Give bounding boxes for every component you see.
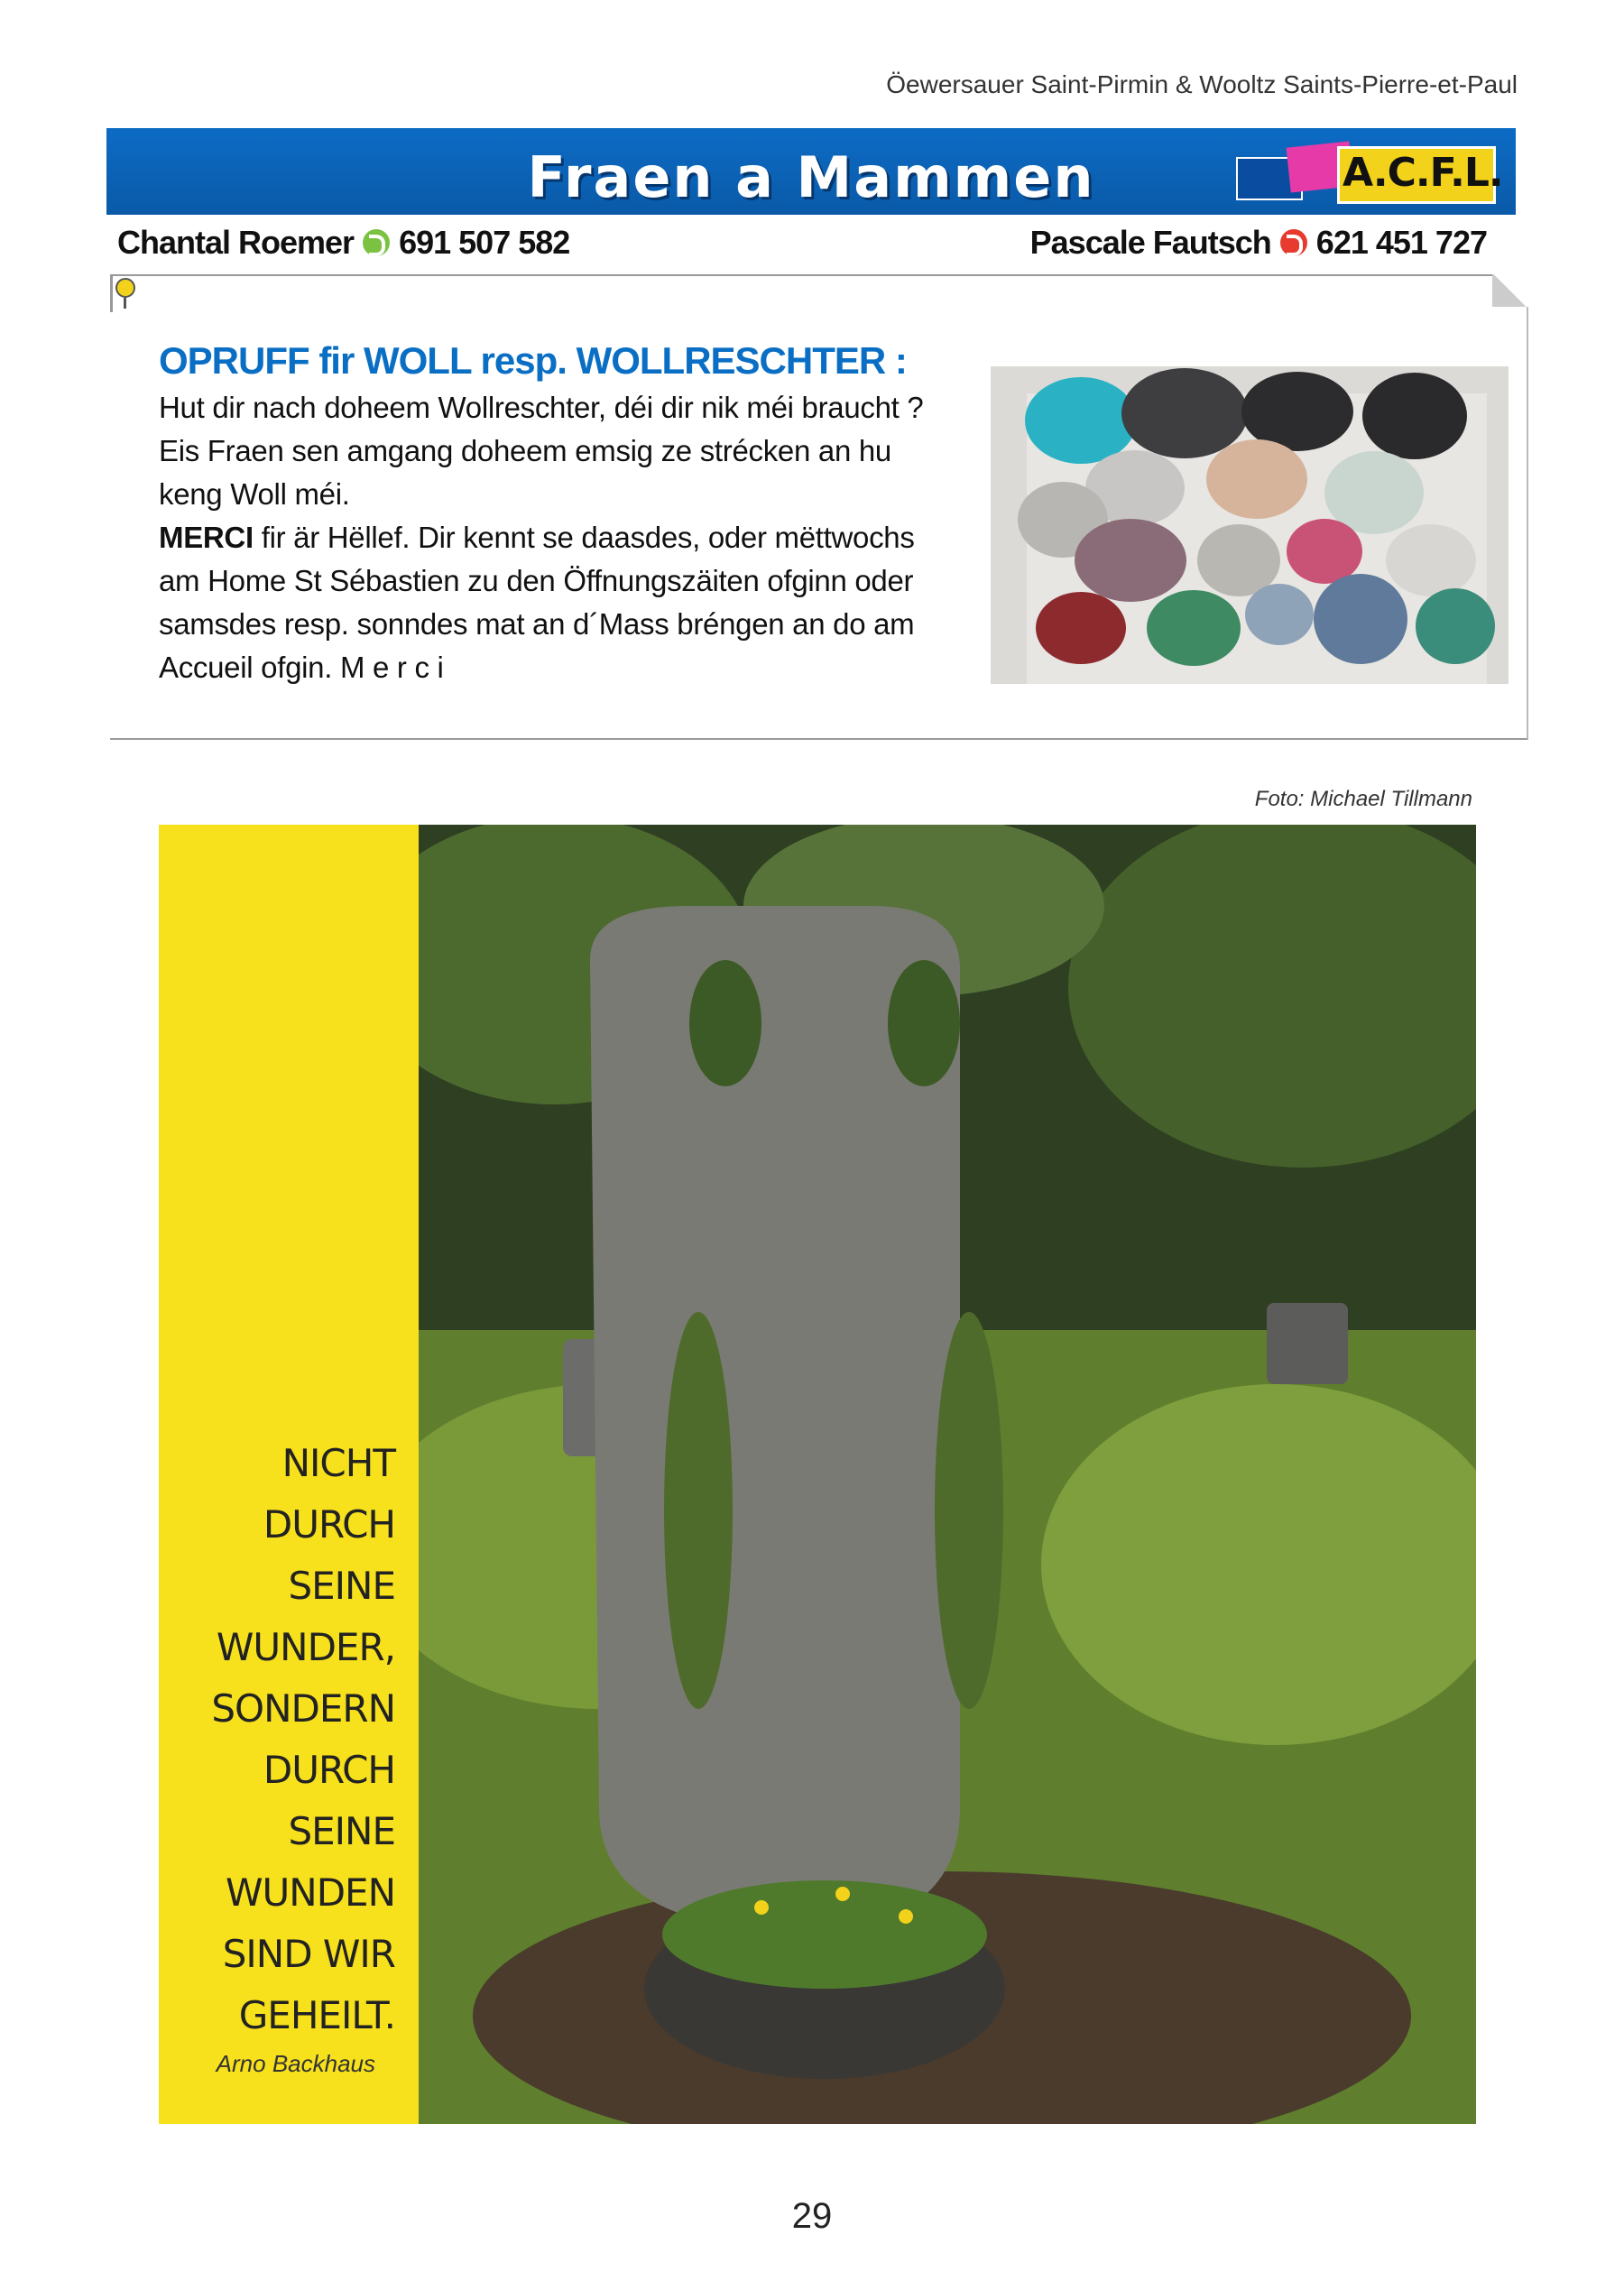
notice-line: Hut dir nach doheem Wollreschter, déi dir nik méi braucht ? <box>159 391 924 424</box>
notice-line: am Home St Sébastien zu den Öffnungszäiten ofginn oder <box>159 564 914 597</box>
quote-line: DURCH <box>263 1748 395 1792</box>
gravestone-photo <box>419 825 1476 2124</box>
notice-line: Accueil ofgin. M e r c i <box>159 651 444 684</box>
phone-icon <box>363 229 390 256</box>
quote-line: DURCH <box>263 1502 395 1547</box>
page-number: 29 <box>791 2196 833 2236</box>
pin-icon <box>115 278 134 307</box>
quote-line: SIND WIR <box>222 1932 395 1976</box>
notice-edge <box>110 276 113 312</box>
merci-word: MERCI <box>159 521 254 554</box>
yarn-photo <box>991 366 1509 684</box>
contact-name: Pascale Fautsch <box>1029 224 1271 261</box>
quote-line: WUNDEN <box>226 1870 395 1915</box>
logo-text: A.C.F.L. <box>1343 150 1503 196</box>
photo-credit: Foto: Michael Tillmann <box>1254 787 1472 811</box>
contact-phone: 621 451 727 <box>1315 224 1487 261</box>
quote-line: SEINE <box>288 1564 395 1608</box>
notice-body <box>159 386 989 689</box>
contact-phone: 691 507 582 <box>399 224 570 261</box>
quote-line: GEHEILT. <box>238 1993 395 2037</box>
quote-line: NICHT <box>281 1441 395 1485</box>
parish-header: Öewersauer Saint-Pirmin & Wooltz Saints-Pierre-et-Paul <box>886 70 1518 98</box>
notice-line-merci <box>159 516 989 559</box>
acfl-logo <box>1236 135 1503 204</box>
notice-title: OPRUFF fir WOLL resp. WOLLRESCHTER : <box>159 339 907 382</box>
contact-fautsch <box>1030 224 1487 262</box>
quote-text <box>211 1433 395 2046</box>
page-curl <box>1492 274 1528 307</box>
quote-line: WUNDER, <box>216 1625 395 1669</box>
section-title: Fraen a Mammen <box>527 144 1095 210</box>
phone-icon <box>1280 229 1307 256</box>
quote-line: SONDERN <box>211 1686 395 1731</box>
quote-author: Arno Backhaus <box>216 2050 375 2077</box>
contact-name: Chantal Roemer <box>117 224 355 261</box>
quote-poster <box>159 825 1476 2124</box>
notice-line: Eis Fraen sen amgang doheem emsig ze strécken an hu <box>159 434 891 467</box>
contact-roemer <box>117 224 569 262</box>
notice-line: keng Woll méi. <box>159 477 350 511</box>
merci-rest: fir är Hëllef. Dir kennt se daasdes, oder mëttwochs <box>253 521 915 554</box>
notice-line: samsdes resp. sonndes mat an d´Mass bréngen an do am <box>159 607 915 641</box>
quote-line: SEINE <box>288 1809 395 1853</box>
